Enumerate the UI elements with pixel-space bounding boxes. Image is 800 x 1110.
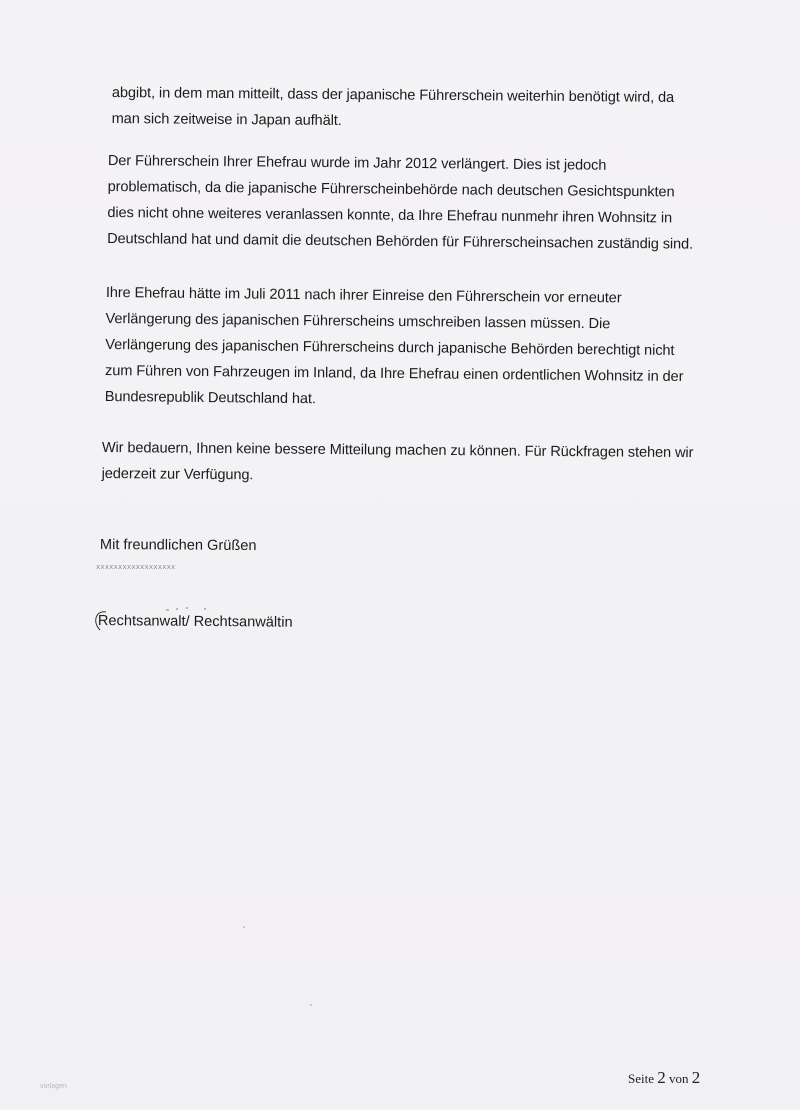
paragraph-line: dies nicht ohne weiteres veranlassen konnte, da Ihre Ehefrau nunmehr ihren Wohnsitz in xyxy=(107,204,673,227)
paragraph-3 xyxy=(105,280,716,416)
paragraph-4 xyxy=(102,435,712,492)
paragraph-line: abgibt, in dem man mitteilt, dass der japanische Führerschein weiterhin benötigt wird, da xyxy=(111,84,675,106)
paragraph-line: man sich zeitweise in Japan aufhält. xyxy=(111,110,342,130)
paragraph-line: Ihre Ehefrau hätte im Juli 2011 nach ihrer Einreise den Führerschein vor erneuter xyxy=(105,284,622,307)
scan-speck xyxy=(243,926,245,928)
closing-greeting: Mit freundlichen Grüßen xyxy=(99,537,257,555)
paragraph-line: Der Führerschein Ihrer Ehefrau wurde im Jahr 2012 verlängert. Dies ist jedoch xyxy=(107,152,607,174)
paragraph-1 xyxy=(112,80,722,137)
sender-name-placeholder: xxxxxxxxxxxxxxxxxx xyxy=(96,563,176,571)
page-current: 2 xyxy=(657,1068,666,1087)
paragraph-line: Deutschland hat und damit die deutschen Behörden für Führerscheinsachen zuständig sind. xyxy=(107,230,694,253)
page-of: von xyxy=(669,1071,689,1086)
paragraph-line: Verlängerung des japanischen Führerscheins umschreiben lassen müssen. Die xyxy=(105,310,611,333)
scan-speck xyxy=(310,1004,312,1006)
paragraph-line: Wir bedauern, Ihnen keine bessere Mitteilung machen zu können. Für Rückfragen stehen wir xyxy=(101,439,694,462)
signature-title: Rechtsanwalt/ Rechtsanwältin xyxy=(97,613,293,631)
watermark: vorlagen xyxy=(40,1083,67,1090)
paragraph-line: zum Führen von Fahrzeugen im Inland, da Ihre Ehefrau einen ordentlichen Wohnsitz in der xyxy=(104,362,684,386)
paragraph-line: jederzeit zur Verfügung. xyxy=(101,465,254,484)
paragraph-line: Bundesrepublik Deutschland hat. xyxy=(104,388,316,408)
paragraph-2 xyxy=(107,148,718,258)
paragraph-line: Verlängerung des japanischen Führerscheins durch japanische Behörden berechtigt nicht xyxy=(105,336,675,359)
page-total: 2 xyxy=(691,1068,701,1087)
page-label: Seite xyxy=(628,1071,654,1086)
paragraph-line: problematisch, da die japanische Führerscheinbehörde nach deutschen Gesichtspunkten xyxy=(107,178,675,201)
page-number xyxy=(628,1068,700,1088)
